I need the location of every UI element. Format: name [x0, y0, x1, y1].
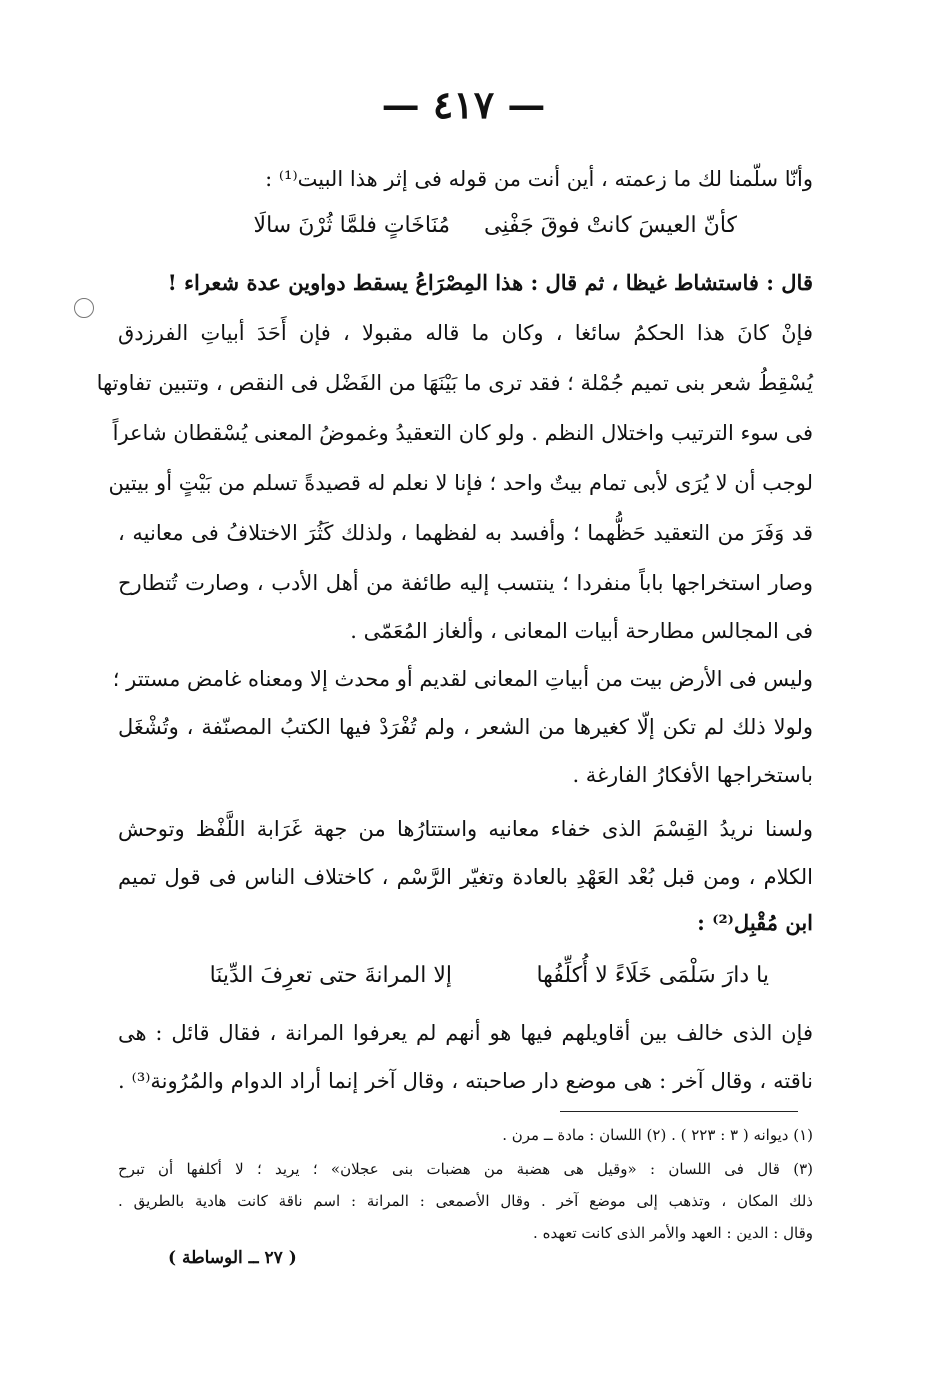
footnote-line: وقال : الدين : العهد والأمر الذى كانت تعهده .	[533, 1224, 813, 1242]
margin-hole-mark	[74, 298, 94, 318]
footnote-line: (٣) قال فى اللسان : «وقيل هى هضبة من هضبات بنى عجلان» ؛ يريد ؛ لا أكلفها أن تبرح	[118, 1160, 813, 1178]
printer-signature: ( ٢٧ ــ الوساطة )	[168, 1248, 297, 1268]
paragraph-line: باستخراجها الأفكارُ الفارغة .	[572, 763, 813, 787]
footnote-line: (١) ديوانه ( ٣ : ٢٢٣ ) . (٢) اللسان : مادة ــ مرن .	[502, 1126, 813, 1144]
paragraph-line: يُسْقِطُ شعر بنى تميم جُمْلة ؛ فقد ترى ما بَيْنَهَا من الفَضْل فى النقص ، وتتبين تفاوتها	[96, 371, 813, 395]
paragraph-line: فى المجالس مطارحة أبيات المعانى ، وألغاز المُعَمّى .	[350, 619, 813, 643]
paragraph-line: لوجب أن لا يُرَى لأبى تمام بيتٌ واحد ؛ فإنا لا نعلم له قصيدةً تسلم من بَيْتٍ أو بيتين	[108, 471, 813, 495]
intro-line: وأنّا سلّمنا لك ما زعمته ، أين أنت من قوله فى إثر هذا البيت⁽¹⁾ :	[265, 167, 813, 191]
paragraph-line: وصار استخراجها باباً منفردا ؛ ينتسب إليه طائفة من أهل الأدب ، وصارت تُتطارح	[118, 571, 813, 595]
paragraph-line: فإن الذى خالف بين أقاويلهم فيها هو أنهم لم يعرفوا المرانة ، فقال قائل : هى	[118, 1021, 813, 1045]
paragraph-line: فإنْ كانَ هذا الحكمُ سائغا ، وكان ما قاله مقبولا ، فإن أَحَدَ أبياتِ الفرزدق	[118, 321, 813, 345]
verse-2-first-hemistich: يا دارَ سَلْمَى خَلَاءً لا أُكلِّفُها	[536, 963, 769, 988]
paragraph-line: ناقته ، وقال آخر : هى موضع دار صاحبته ، وقال آخر إنما أراد الدوام والمُرُونة⁽³⁾ .	[118, 1069, 814, 1093]
page-number: — ٤١٧ —	[381, 82, 546, 127]
paragraph-line: ولسنا نريدُ القِسْمَ الذى خفاء معانيه واستتارُها من جهة غَرَابة اللَّفْظ وتوحش	[118, 817, 813, 841]
paragraph-line: قال : فاستشاط غيظا ، ثم قال : هذا المِصْرَاعُ يسقط دواوين عدة شعراء !	[167, 270, 813, 295]
verse-2-second-hemistich: إلا المرانةَ حتى تعرِفَ الدِّينَا	[209, 963, 452, 988]
paragraph-line: ولولا ذلك لم تكن إلّا كغيرها من الشعر ، ولم تُفْرَدْ فيها الكتبُ المصنّفة ، وتُشْغَل	[118, 715, 813, 739]
paragraph-line: فى سوء الترتيب واختلال النظم . ولو كان التعقيدُ وغموضُ المعنى يُسْقطان شاعراً	[112, 421, 813, 445]
paragraph-line: ابن مُقْبِل⁽²⁾ :	[697, 910, 813, 935]
verse-1-second-hemistich: مُنَاخَاتٍ فلمَّا ثُرْنَ سالَا	[253, 213, 450, 238]
paragraph-line: قد وَفَرَ من التعقيد حَظُّهما ؛ وأفسد به لفظهما ، ولذلك كَثُرَ الاختلافُ فى معانيه ،	[118, 521, 813, 545]
paragraph-line: الكلام ، ومن قبل بُعْد العَهْدِ بالعادة وتغيّر الرَّسْم ، كاختلاف الناس فى قول تميم	[118, 865, 813, 889]
footnote-divider	[560, 1111, 798, 1112]
footnote-line: ذلك المكان ، وتذهب إلى موضع آخر . وقال الأصمعى : المرانة : اسم ناقة كانت هادية بالطريق .	[118, 1192, 813, 1210]
paragraph-line: وليس فى الأرض بيت من أبياتِ المعانى لقديم أو محدث إلا ومعناه غامض مستتر ؛	[112, 667, 813, 691]
verse-1-first-hemistich: كأنّ العيسَ كانتْ فوقَ جَفْنِى	[484, 213, 737, 238]
